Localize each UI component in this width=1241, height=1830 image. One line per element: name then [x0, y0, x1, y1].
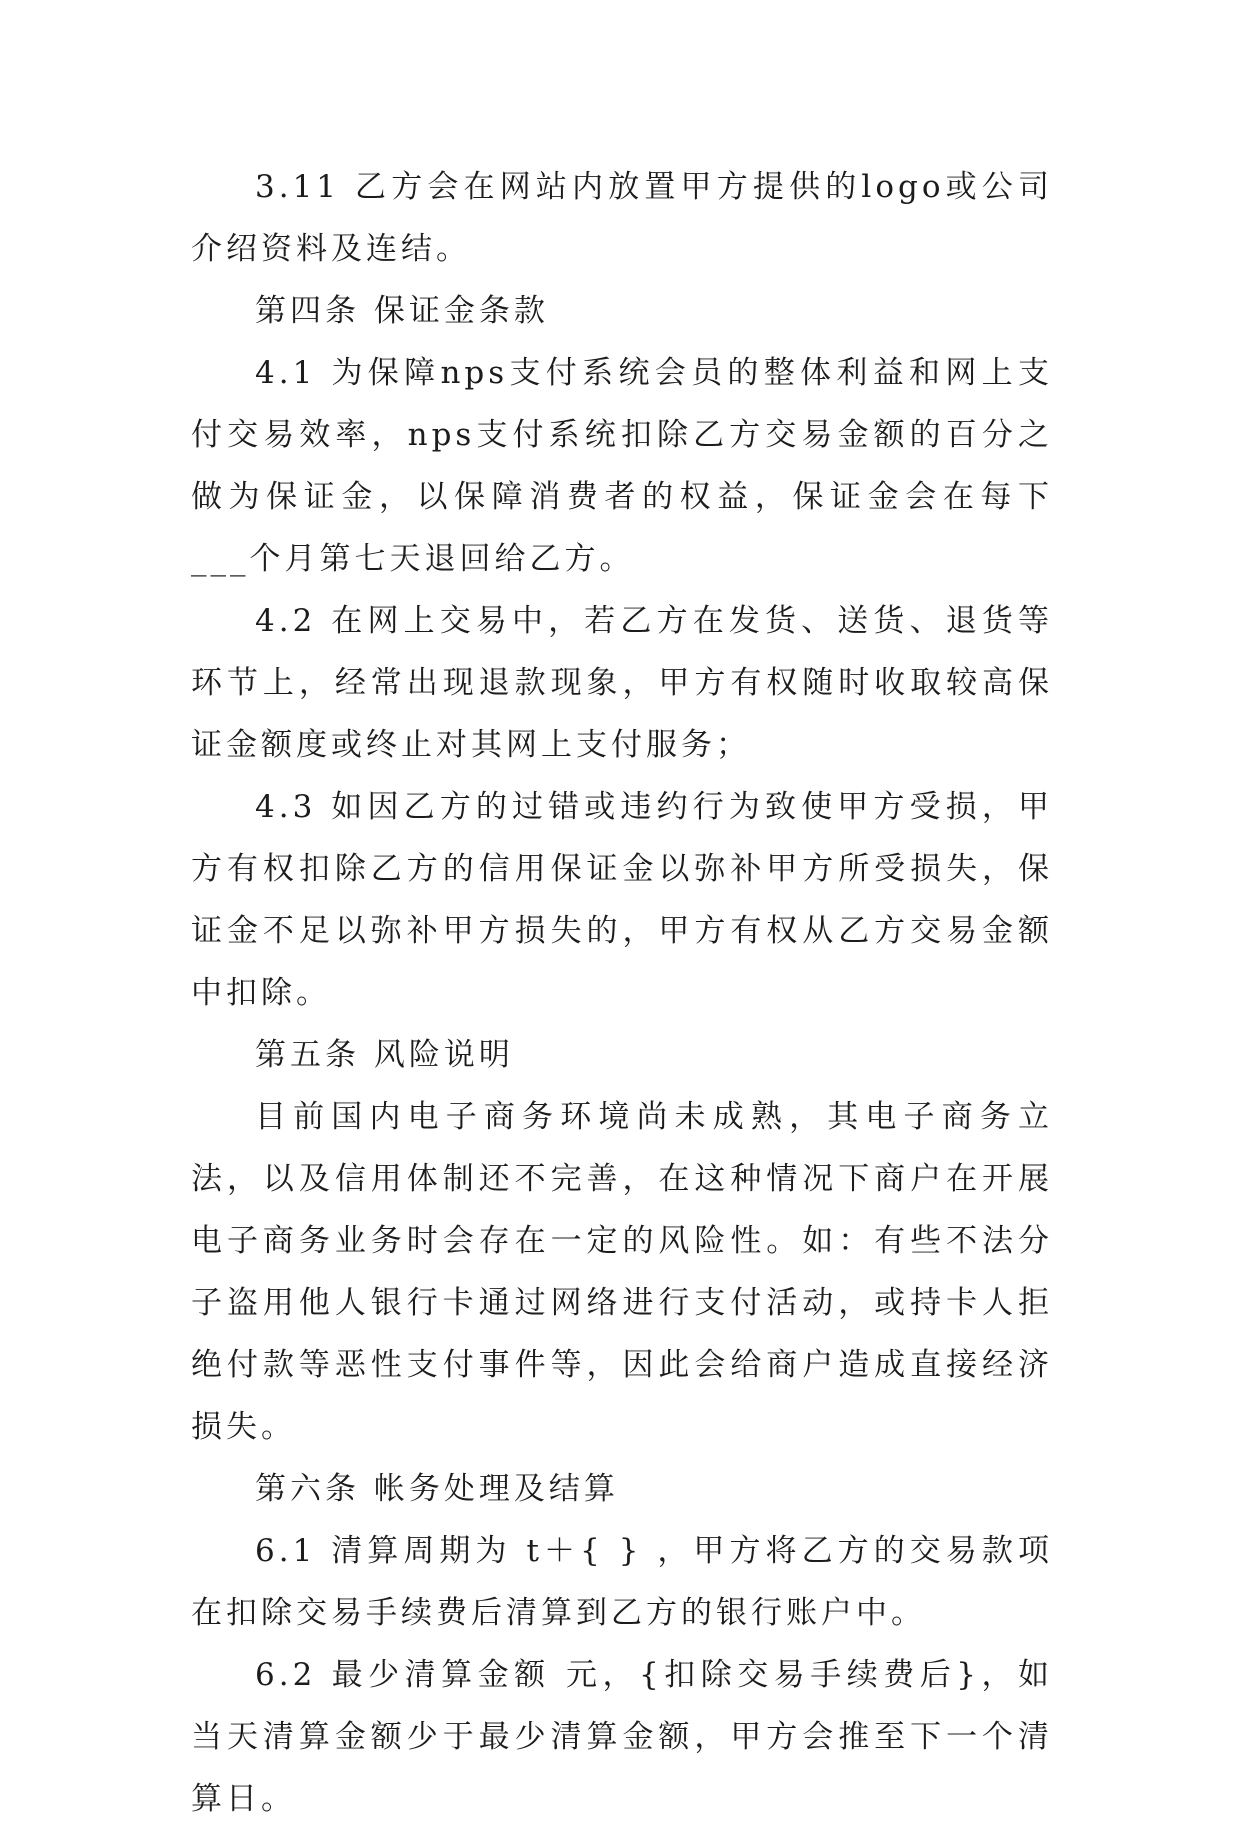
- article-4-heading: 第四条 保证金条款: [255, 293, 549, 329]
- clause-4-3: 4.3 如因乙方的过错或违约行为致使甲方受损，甲方有权扣除乙方的信用保证金以弥补甲方所受损失，保证金不足以弥补甲方损失的，甲方有权从乙方交易金额中扣除。: [191, 789, 1053, 1011]
- article-6-heading: 第六条 帐务处理及结算: [255, 1471, 619, 1507]
- clause-4-2: 4.2 在网上交易中，若乙方在发货、送货、退货等环节上，经常出现退款现象，甲方有权随时收取较高保证金额度或终止对其网上支付服务；: [191, 603, 1053, 763]
- clause-3-11: 3.11 乙方会在网站内放置甲方提供的logo或公司介绍资料及连结。: [191, 169, 1053, 267]
- clause-4-1: 4.1 为保障nps支付系统会员的整体利益和网上支付交易效率，nps支付系统扣除乙方交易金额的百分之 做为保证金，以保障消费者的权益，保证金会在每下___个月第七天退回给乙方。: [191, 355, 1053, 577]
- clause-6-2: 6.2 最少清算金额 元，{扣除交易手续费后}，如当天清算金额少于最少清算金额，甲方会推至下一个清算日。: [191, 1657, 1053, 1817]
- risk-description: 目前国内电子商务环境尚未成熟，其电子商务立法，以及信用体制还不完善，在这种情况下商户在开展电子商务业务时会存在一定的风险性。如：有些不法分子盗用他人银行卡通过网络进行支付活动，或持卡人拒绝付款等恶性支付事件等，因此会给商户造成直接经济损失。: [191, 1099, 1053, 1445]
- article-5-heading: 第五条 风险说明: [255, 1037, 514, 1073]
- clause-6-1: 6.1 清算周期为 t＋{ } ，甲方将乙方的交易款项在扣除交易手续费后清算到乙方的银行账户中。: [191, 1533, 1053, 1631]
- document-body: [191, 156, 1053, 1830]
